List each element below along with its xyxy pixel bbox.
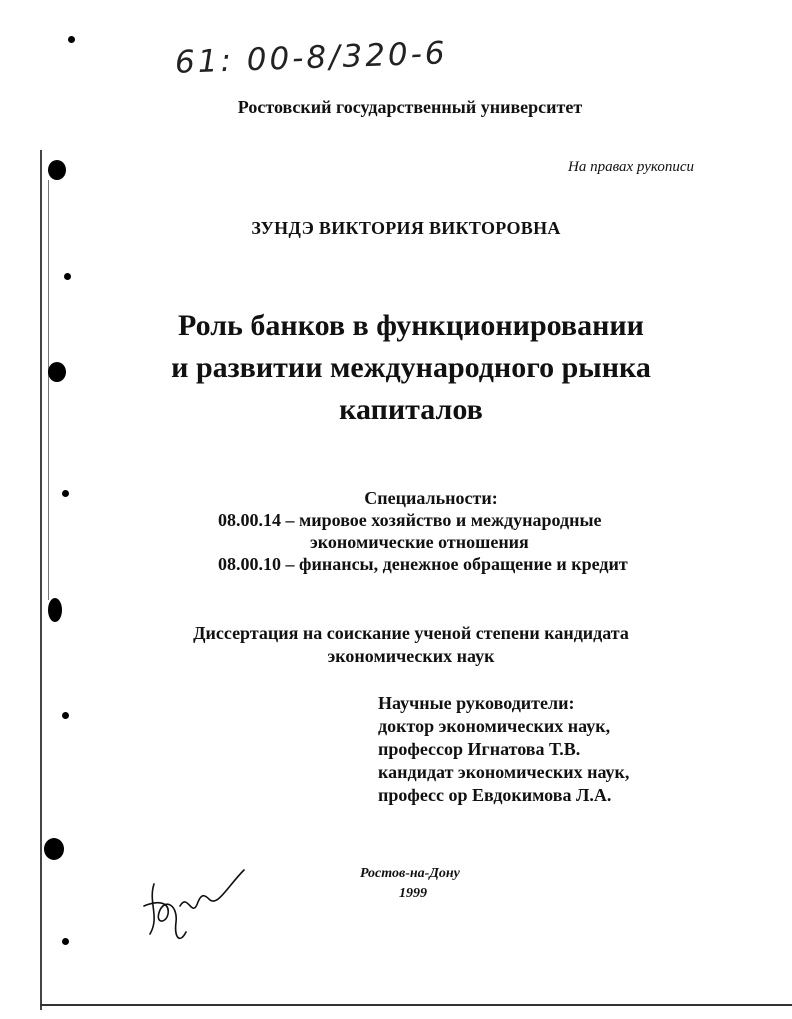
supervisor-line: профессор Игнатова Т.В.: [378, 739, 581, 759]
specialty-line: 08.00.14 – мировое хозяйство и международные: [218, 510, 602, 530]
punch-hole: [48, 598, 62, 622]
title-line: капиталов: [339, 393, 483, 426]
punch-hole: [62, 712, 69, 719]
title-line: и развитии международного рынка: [171, 351, 651, 384]
punch-hole: [68, 36, 75, 43]
city: Ростов-на-Дону: [360, 866, 460, 881]
specialty-line: 08.00.10 – финансы, денежное обращение и кредит: [218, 554, 628, 574]
bottom-scan-line: [40, 1004, 792, 1006]
specialties-heading: Специальности:: [364, 488, 498, 508]
dissertation-title: [0, 305, 792, 431]
year: 1999: [399, 886, 427, 901]
title-line: Роль банков в функционировании: [178, 309, 644, 342]
punch-hole: [48, 160, 66, 180]
dissertation-line: Диссертация на соискание ученой степени кандидата: [193, 623, 629, 643]
punch-hole: [62, 938, 69, 945]
signature: [140, 862, 260, 952]
dissertation-line: экономических наук: [327, 646, 495, 666]
manuscript-rights-note: На правах рукописи: [568, 159, 694, 175]
supervisor-line: професс ор Евдокимова Л.А.: [378, 785, 612, 805]
supervisors-block: [378, 692, 629, 807]
dissertation-statement: [0, 622, 792, 668]
archive-code: 61: 00-8/320-6: [174, 35, 449, 81]
binding-line: [40, 150, 42, 1010]
author-name: ЗУНДЭ ВИКТОРИЯ ВИКТОРОВНА: [251, 218, 561, 238]
punch-hole: [64, 273, 71, 280]
supervisor-line: кандидат экономических наук,: [378, 762, 630, 782]
university-name: Ростовский государственный университет: [237, 97, 583, 117]
supervisor-line: доктор экономических наук,: [378, 716, 611, 736]
punch-hole: [44, 838, 64, 860]
specialty-line: экономические отношения: [310, 532, 529, 552]
supervisors-heading: Научные руководители:: [378, 693, 575, 713]
